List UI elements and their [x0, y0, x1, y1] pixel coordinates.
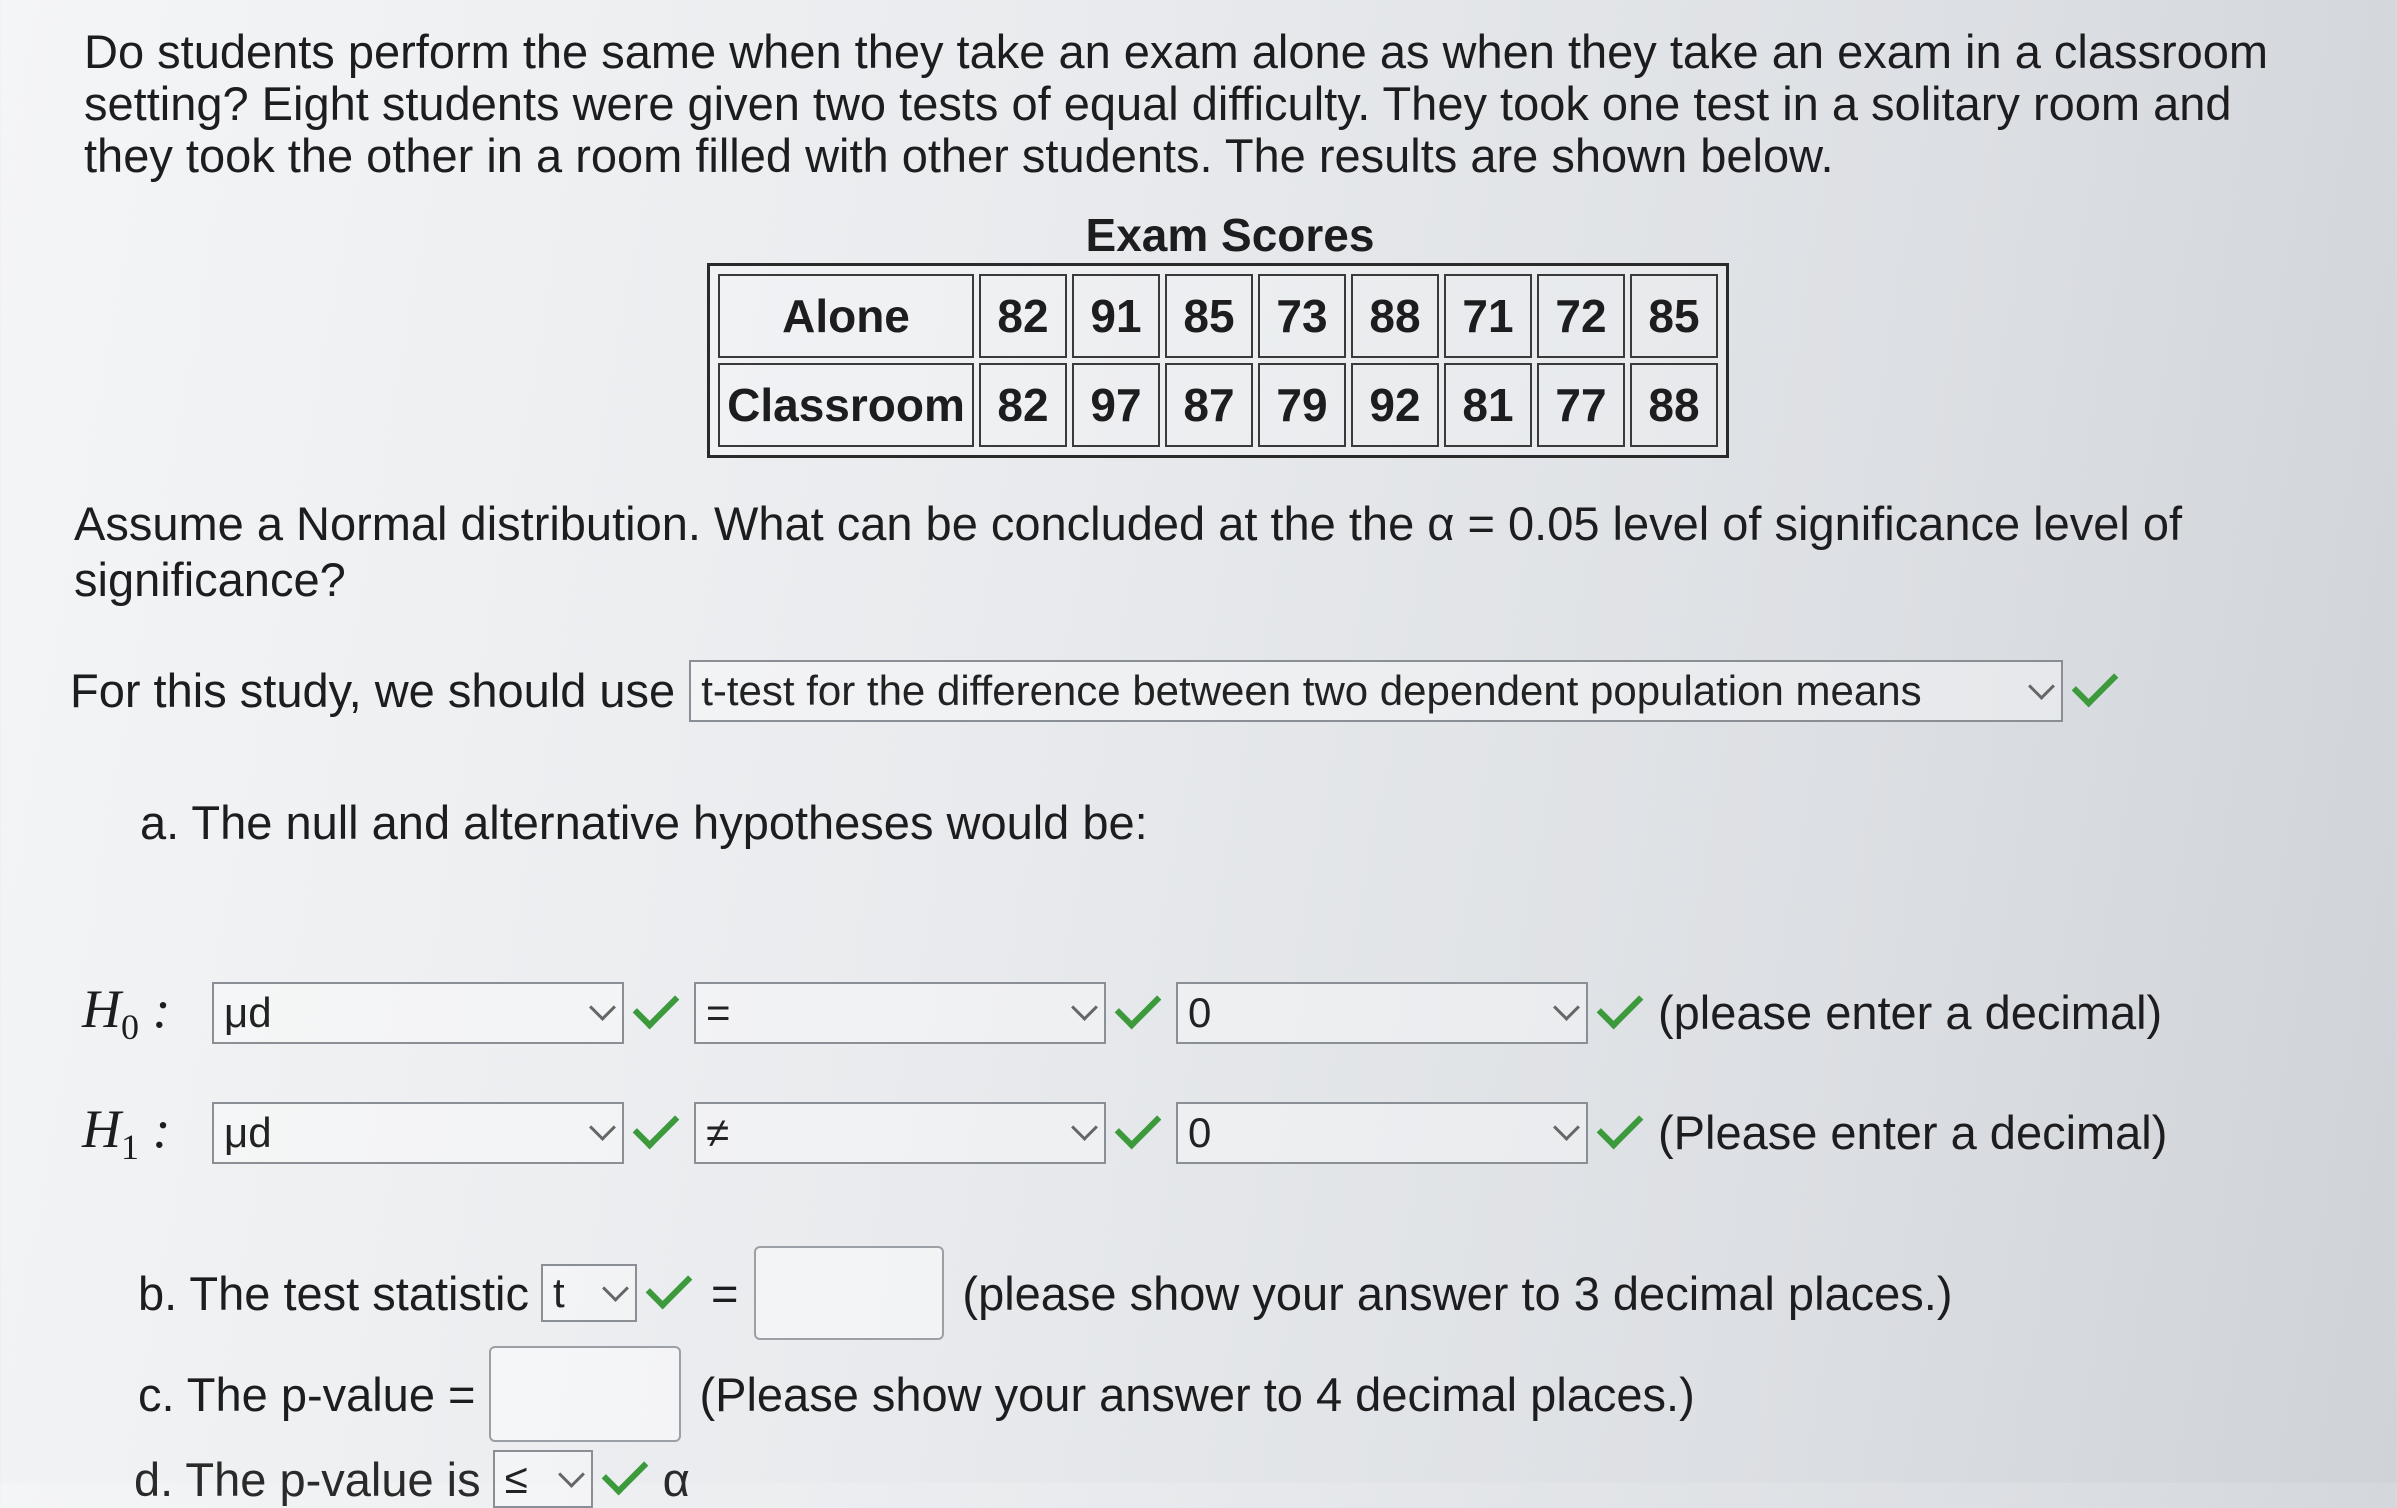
- h0-operator-select[interactable]: [694, 982, 1106, 1044]
- row-label: Classroom: [718, 363, 974, 447]
- part-d-row: [134, 1450, 690, 1508]
- table-cell: 85: [1630, 274, 1718, 358]
- test-type-value: t-test for the difference between two dependent population means: [701, 667, 1922, 714]
- table-cell: 81: [1444, 363, 1532, 447]
- alternative-hypothesis-row: [82, 1098, 2167, 1168]
- chevron-down-icon: [1071, 994, 1098, 1021]
- part-d-prefix: d. The p-value is: [134, 1452, 481, 1506]
- table-cell: 91: [1072, 274, 1160, 358]
- table-row-classroom: [718, 363, 1718, 447]
- h1-parameter-value: μd: [224, 1108, 272, 1156]
- checkmark-icon: [633, 1103, 680, 1150]
- h0-value-select[interactable]: [1176, 982, 1588, 1044]
- h1-value-select[interactable]: [1176, 1102, 1588, 1164]
- h1-value: 0: [1188, 1108, 1212, 1156]
- test-statistic-value: t: [552, 1269, 565, 1316]
- comparison-value: ≤: [504, 1455, 528, 1502]
- question-text: Do students perform the same when they take an exam alone as when they take an exam in a classroom setting? Eight students were given two tests of equal difficulty. They took one test in a solitary room and they took the other in a room filled with other students. The results are shown below.: [84, 25, 2269, 182]
- chevron-down-icon: [2028, 673, 2055, 700]
- row-label: Alone: [718, 274, 974, 358]
- table-cell: 73: [1258, 274, 1346, 358]
- test-type-select[interactable]: [689, 660, 2063, 722]
- part-a-label: a. The null and alternative hypotheses would be:: [140, 796, 1148, 849]
- chevron-down-icon: [589, 994, 616, 1021]
- checkmark-icon: [646, 1263, 693, 1310]
- checkmark-icon: [1115, 983, 1162, 1030]
- equals-sign: =: [710, 1266, 739, 1320]
- checkmark-icon: [633, 983, 680, 1030]
- chevron-down-icon: [1553, 1114, 1580, 1141]
- part-c-hint: (Please show your answer to 4 decimal places.): [699, 1367, 1695, 1421]
- part-d-suffix: α: [662, 1452, 690, 1506]
- table-cell: 82: [979, 363, 1067, 447]
- h0-label: $H_0$ :: [82, 979, 171, 1047]
- h1-parameter-select[interactable]: [212, 1102, 624, 1164]
- h0-value: 0: [1188, 988, 1212, 1036]
- part-b-prefix: b. The test statistic: [138, 1266, 529, 1320]
- chevron-down-icon: [589, 1114, 616, 1141]
- study-test-row: [70, 660, 2107, 722]
- table-row-alone: [718, 274, 1718, 358]
- null-hypothesis-row: [82, 978, 2162, 1048]
- table-cell: 85: [1165, 274, 1253, 358]
- table-title: Exam Scores: [1085, 209, 1375, 261]
- chevron-down-icon: [602, 1275, 629, 1302]
- part-b-hint: (please show your answer to 3 decimal places.): [962, 1266, 1953, 1320]
- table-cell: 72: [1537, 274, 1625, 358]
- exam-scores-table: [707, 263, 1729, 458]
- study-prefix: For this study, we should use: [70, 664, 676, 717]
- chevron-down-icon: [558, 1461, 585, 1488]
- table-cell: 77: [1537, 363, 1625, 447]
- part-c-prefix: c. The p-value =: [138, 1367, 476, 1421]
- checkmark-icon: [1597, 983, 1644, 1030]
- table-cell: 97: [1072, 363, 1160, 447]
- part-c-row: [138, 1346, 1695, 1442]
- h0-parameter-select[interactable]: [212, 982, 624, 1044]
- table-cell: 92: [1351, 363, 1439, 447]
- table-cell: 71: [1444, 274, 1532, 358]
- checkmark-icon: [2072, 661, 2119, 708]
- table-cell: 88: [1630, 363, 1718, 447]
- table-cell: 87: [1165, 363, 1253, 447]
- checkmark-icon: [1115, 1103, 1162, 1150]
- table-cell: 88: [1351, 274, 1439, 358]
- h0-hint: (please enter a decimal): [1658, 986, 2163, 1040]
- part-b-row: [138, 1246, 1953, 1340]
- table-cell: 79: [1258, 363, 1346, 447]
- table-cell: 82: [979, 274, 1067, 358]
- test-statistic-select[interactable]: [541, 1264, 637, 1322]
- h1-hint: (Please enter a decimal): [1658, 1106, 2168, 1160]
- test-statistic-input[interactable]: [754, 1246, 944, 1340]
- chevron-down-icon: [1553, 994, 1580, 1021]
- h1-operator-value: ≠: [706, 1108, 730, 1156]
- h0-operator-value: =: [706, 988, 731, 1036]
- h1-label: $H_1$ :: [82, 1099, 171, 1167]
- p-value-comparison-select[interactable]: [493, 1450, 593, 1508]
- h0-parameter-value: μd: [224, 988, 272, 1036]
- p-value-input[interactable]: [489, 1346, 681, 1442]
- assumption-text: Assume a Normal distribution. What can be concluded at the the α = 0.05 level of significance level of significance?: [74, 497, 2183, 606]
- chevron-down-icon: [1071, 1114, 1098, 1141]
- checkmark-icon: [601, 1449, 648, 1496]
- checkmark-icon: [1597, 1103, 1644, 1150]
- h1-operator-select[interactable]: [694, 1102, 1106, 1164]
